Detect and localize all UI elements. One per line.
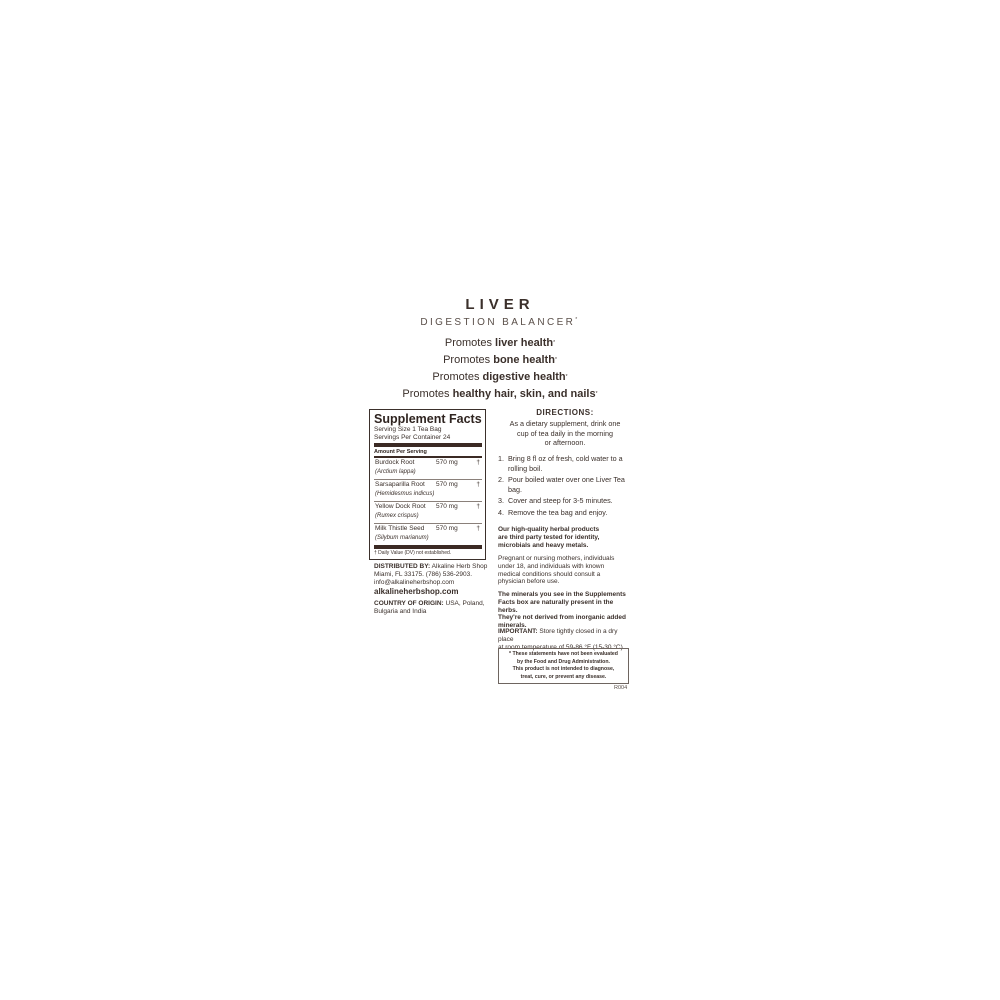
ingredient-scientific-name: (Silybum marianum) (375, 535, 429, 541)
facts-row (374, 458, 482, 479)
servings-per-container: Servings Per Container 24 (374, 434, 451, 441)
storage-statement: IMPORTANT: Store tightly closed in a dry place at room temperature of 59-86 °F (15-30 °C). (498, 628, 625, 651)
product-title: LIVER (465, 296, 535, 313)
ingredient-scientific-name: (Hemidesmus indicus) (375, 491, 435, 497)
ingredient-amount: 570 mg (436, 459, 458, 466)
supplement-facts-panel (369, 409, 486, 560)
caution-statement: Pregnant or nursing mothers, individuals under 18, and individuals with known medical conditions should consult a physician before use. (498, 555, 615, 586)
product-subtitle: DIGESTION BALANCER* (420, 317, 580, 328)
claims-list (0, 335, 1000, 403)
claim-item: Promotes healthy hair, skin, and nails* (402, 388, 598, 400)
direction-step: 4. Remove the tea bag and enjoy. (498, 507, 608, 517)
facts-row (374, 479, 482, 501)
distributor-info: DISTRIBUTED BY: Alkaline Herb Shop Miami, FL 33175. (786) 536-2903. info@alkalineherbshop.com alkalineherbshop.com (374, 563, 494, 597)
facts-row (374, 523, 482, 545)
ingredient-dv: † (476, 525, 480, 532)
label-code: R004 (614, 685, 628, 691)
direction-step: 2. Pour boiled water over one Liver Tea bag. (498, 475, 625, 494)
directions-steps (498, 454, 632, 519)
facts-row (374, 501, 482, 523)
ingredient-amount: 570 mg (436, 481, 458, 488)
claim-item: Promotes liver health* (444, 337, 556, 349)
facts-divider (374, 443, 482, 447)
ingredient-amount: 570 mg (436, 503, 458, 510)
serving-size: Serving Size 1 Tea Bag (374, 426, 442, 433)
ingredient-name: Burdock Root (375, 459, 415, 466)
amount-per-serving-header: Amount Per Serving (374, 449, 427, 455)
direction-step: 3. Cover and steep for 3-5 minutes. (498, 496, 613, 505)
directions-intro: As a dietary supplement, drink one cup of tea daily in the morning or afternoon. (509, 419, 621, 447)
claim-item: Promotes digestive health* (432, 371, 568, 383)
directions-heading: DIRECTIONS: (536, 408, 594, 417)
quality-statement: Our high-quality herbal products are third party tested for identity, microbials and heavy metals. (498, 526, 600, 549)
country-of-origin: COUNTRY OF ORIGIN: USA, Poland, Bulgaria and India (374, 600, 485, 615)
minerals-statement: The minerals you see in the Supplements Facts box are naturally present in the herbs. They're not derived from inorganic added minerals. (498, 591, 626, 630)
ingredient-scientific-name: (Arctium lappa) (375, 469, 416, 475)
direction-step: 1. Bring 8 fl oz of fresh, cold water to a rolling boil. (498, 454, 623, 473)
ingredient-name: Yellow Dock Root (375, 503, 426, 510)
distributor-email: info@alkalineherbshop.com (374, 579, 455, 586)
ingredient-dv: † (476, 459, 480, 466)
supplement-facts-title: Supplement Facts (374, 412, 482, 426)
ingredient-dv: † (476, 503, 480, 510)
facts-divider (374, 545, 482, 549)
ingredient-amount: 570 mg (436, 525, 458, 532)
ingredient-dv: † (476, 481, 480, 488)
ingredient-scientific-name: (Rumex crispus) (375, 513, 419, 519)
distributor-website: alkalineherbshop.com (374, 587, 459, 596)
dv-footnote: † Daily Value (DV) not established. (374, 550, 452, 556)
fda-disclaimer: * These statements have not been evaluated by the Food and Drug Administration. This product is not intended to diagnose, treat, cure, or prevent any disease. (498, 648, 629, 684)
claim-item: Promotes bone health* (443, 354, 557, 366)
ingredient-name: Sarsaparilla Root (375, 481, 425, 488)
ingredient-name: Milk Thistle Seed (375, 525, 425, 532)
